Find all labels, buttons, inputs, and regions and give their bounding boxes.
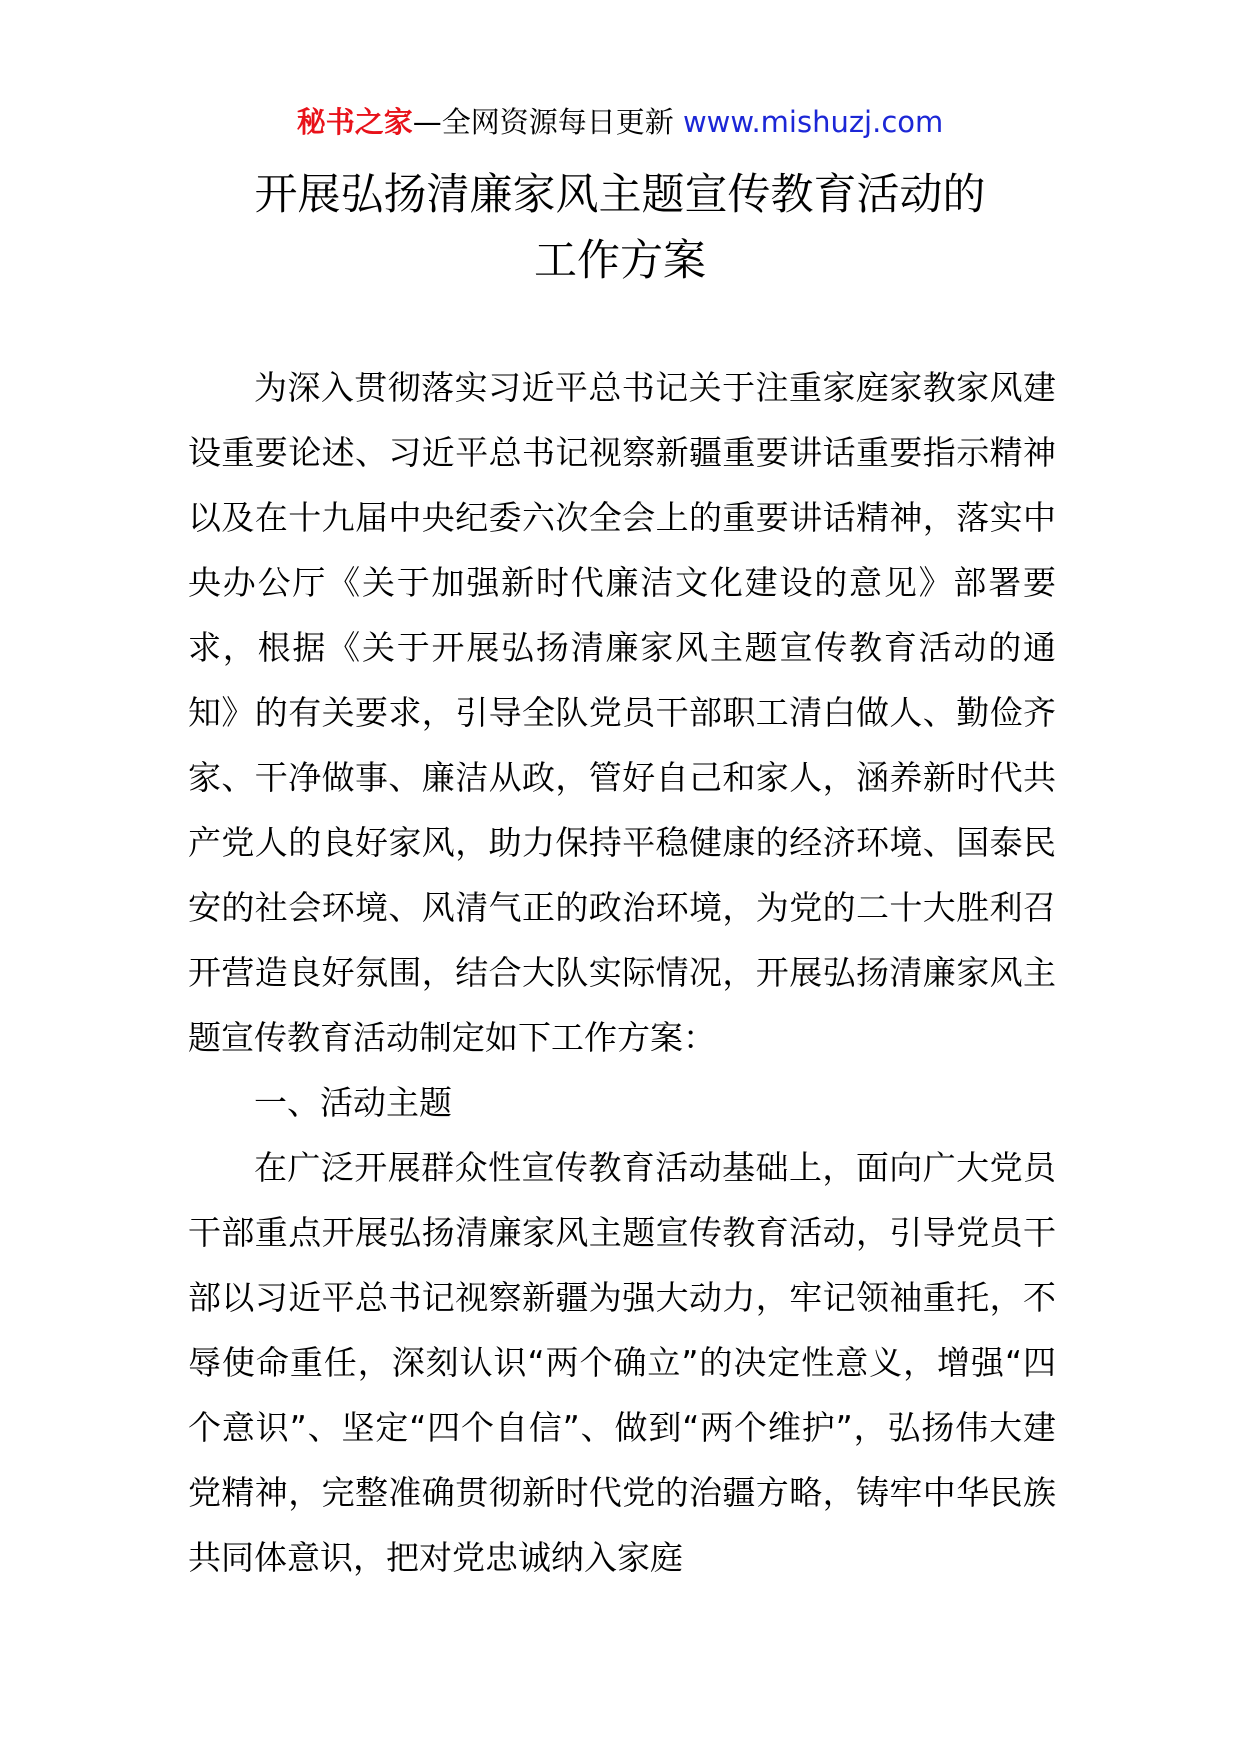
- section-heading-1: 一、活动主题: [254, 1083, 452, 1122]
- paragraph-intro: 为深入贯彻落实习近平总书记关于注重家庭家教家风建设重要论述、习近平总书记视察新疆重要讲话重要指示精神以及在十九届中央纪委六次全会上的重要讲话精神，落实中央办公厅《关于加强新时代廉洁文化建设的意见》部署要求，根据《关于开展弘扬清廉家风主题宣传教育活动的通知》的有关要求，引导全队党员干部职工清白做人、勤俭齐家、干净做事、廉洁从政，管好自己和家人，涵养新时代共产党人的良好家风，助力保持平稳健康的经济环境、国泰民安的社会环境、风清气正的政治环境，为党的二十大胜利召开营造良好氛围，结合大队实际情况，开展弘扬清廉家风主题宣传教育活动制定如下工作方案：: [188, 368, 1056, 1057]
- header-url[interactable]: www.mishuzj.com: [682, 105, 944, 139]
- header-banner: [0, 102, 1240, 142]
- paragraph-theme: 在广泛开展群众性宣传教育活动基础上，面向广大党员干部重点开展弘扬清廉家风主题宣传教育活动，引导党员干部以习近平总书记视察新疆为强大动力，牢记领袖重托，不辱使命重任，深刻认识“两个确立”的决定性意义，增强“四个意识”、坚定“四个自信”、做到“两个维护”，弘扬伟大建党精神，完整准确贯彻新时代党的治疆方略，铸牢中华民族共同体意识，把对党忠诚纳入家庭: [188, 1148, 1056, 1577]
- document-title: [0, 162, 1240, 294]
- brand-name: 秘书之家: [296, 105, 413, 139]
- document-body: [188, 355, 1056, 1590]
- title-line-1: 开展弘扬清廉家风主题宣传教育活动的: [254, 170, 986, 220]
- title-line-2: 工作方案: [534, 236, 706, 286]
- header-slogan: —全网资源每日更新: [412, 105, 674, 139]
